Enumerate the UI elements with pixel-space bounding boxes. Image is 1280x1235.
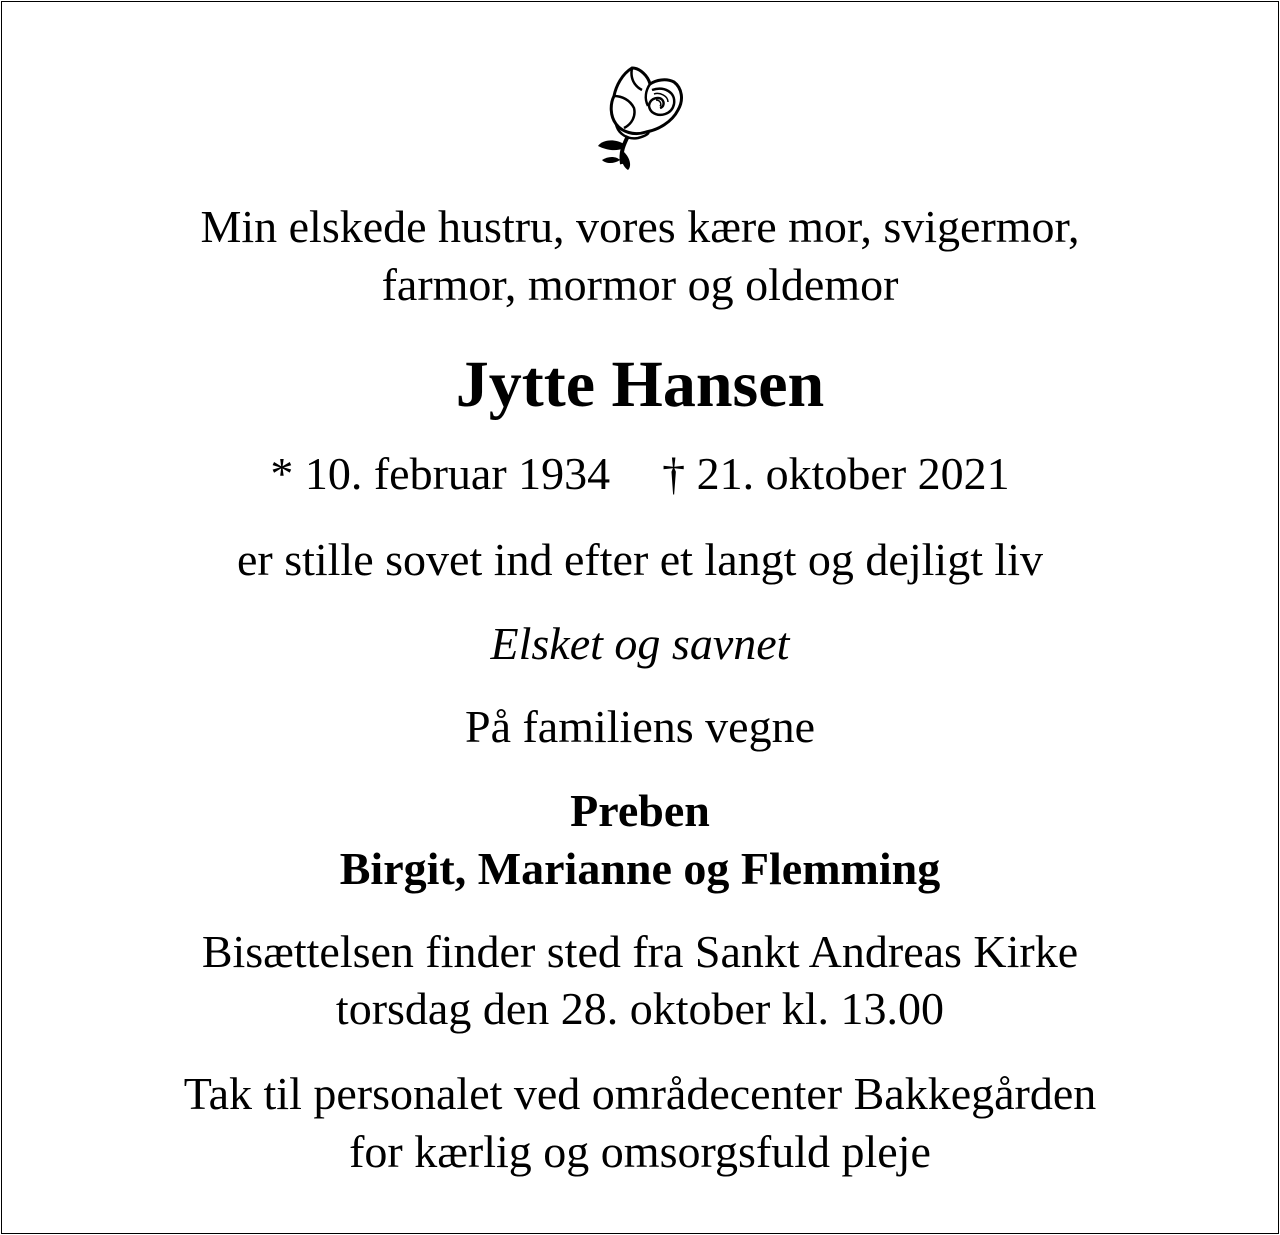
on-behalf: På familiens vegne	[464, 701, 815, 752]
deceased-name: Jytte Hansen	[455, 348, 825, 421]
death-symbol: †	[662, 448, 686, 499]
service-line-2: torsdag den 28. oktober kl. 13.00	[335, 983, 945, 1034]
service-line-1: Bisættelsen finder sted fra Sankt Andreas Kirke	[201, 926, 1079, 977]
statement: er stille sovet ind efter et langt og dejligt liv	[236, 534, 1044, 585]
life-dates	[0, 448, 1280, 499]
birth-symbol: *	[270, 448, 294, 499]
family-line-1: Preben	[570, 785, 710, 836]
intro-line-1: Min elskede hustru, vores kære mor, svigermor,	[200, 201, 1080, 252]
thanks-line-1: Tak til personalet ved områdecenter Bakkegården	[183, 1068, 1097, 1119]
intro-line-2: farmor, mormor og oldemor	[381, 259, 899, 310]
thanks-line-2: for kærlig og omsorgsfuld pleje	[349, 1126, 931, 1177]
death-date: 21. oktober 2021	[696, 448, 1010, 499]
rose-icon	[592, 60, 688, 172]
family-line-2: Birgit, Marianne og Flemming	[339, 843, 941, 894]
tribute: Elsket og savnet	[490, 618, 790, 669]
birth-date: 10. februar 1934	[304, 448, 611, 499]
